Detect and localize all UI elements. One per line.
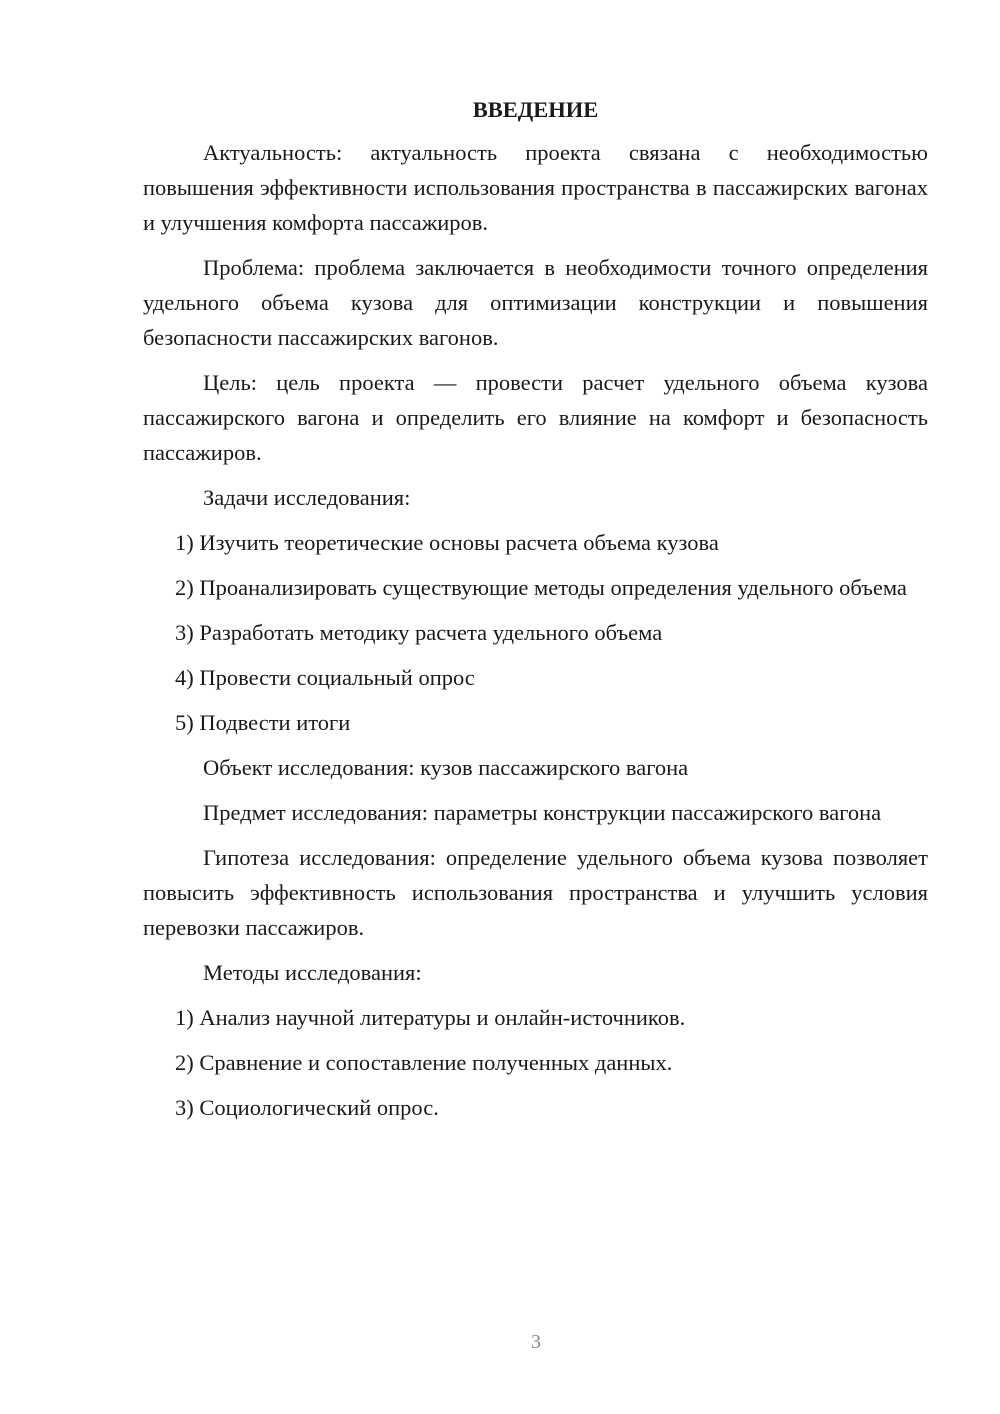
- object-paragraph: Объект исследования: кузов пассажирского вагона: [203, 755, 689, 780]
- relevance-paragraph: Актуальность: актуальность проекта связана с необходимостью повышения эффективности использования пространства в пассажирских вагонах и улучшения комфорта пассажиров.: [143, 140, 928, 235]
- page-number: 3: [531, 1331, 541, 1353]
- task-item: 4) Провести социальный опрос: [175, 665, 475, 690]
- task-item: 1) Изучить теоретические основы расчета объема кузова: [175, 530, 719, 555]
- task-item: 2) Проанализировать существующие методы определения удельного объема: [175, 575, 907, 600]
- document-title: ВВЕДЕНИЕ: [472, 97, 599, 122]
- method-item: 3) Социологический опрос.: [175, 1095, 439, 1120]
- goal-paragraph: Цель: цель проекта — провести расчет удельного объема кузова пассажирского вагона и определить его влияние на комфорт и безопасность пассажиров.: [143, 370, 928, 465]
- task-item: 3) Разработать методику расчета удельного объема: [175, 620, 663, 645]
- methods-heading: Методы исследования:: [203, 960, 422, 985]
- hypothesis-paragraph: Гипотеза исследования: определение удельного объема кузова позволяет повысить эффективность использования пространства и улучшить условия перевозки пассажиров.: [143, 845, 928, 940]
- document-body: [143, 92, 928, 1135]
- subject-paragraph: Предмет исследования: параметры конструкции пассажирского вагона: [203, 800, 882, 825]
- method-item: 1) Анализ научной литературы и онлайн-источников.: [175, 1005, 686, 1030]
- problem-paragraph: Проблема: проблема заключается в необходимости точного определения удельного объема кузова для оптимизации конструкции и повышения безопасности пассажирских вагонов.: [143, 255, 928, 350]
- tasks-heading: Задачи исследования:: [203, 485, 411, 510]
- task-item: 5) Подвести итоги: [175, 710, 351, 735]
- method-item: 2) Сравнение и сопоставление полученных данных.: [175, 1050, 673, 1075]
